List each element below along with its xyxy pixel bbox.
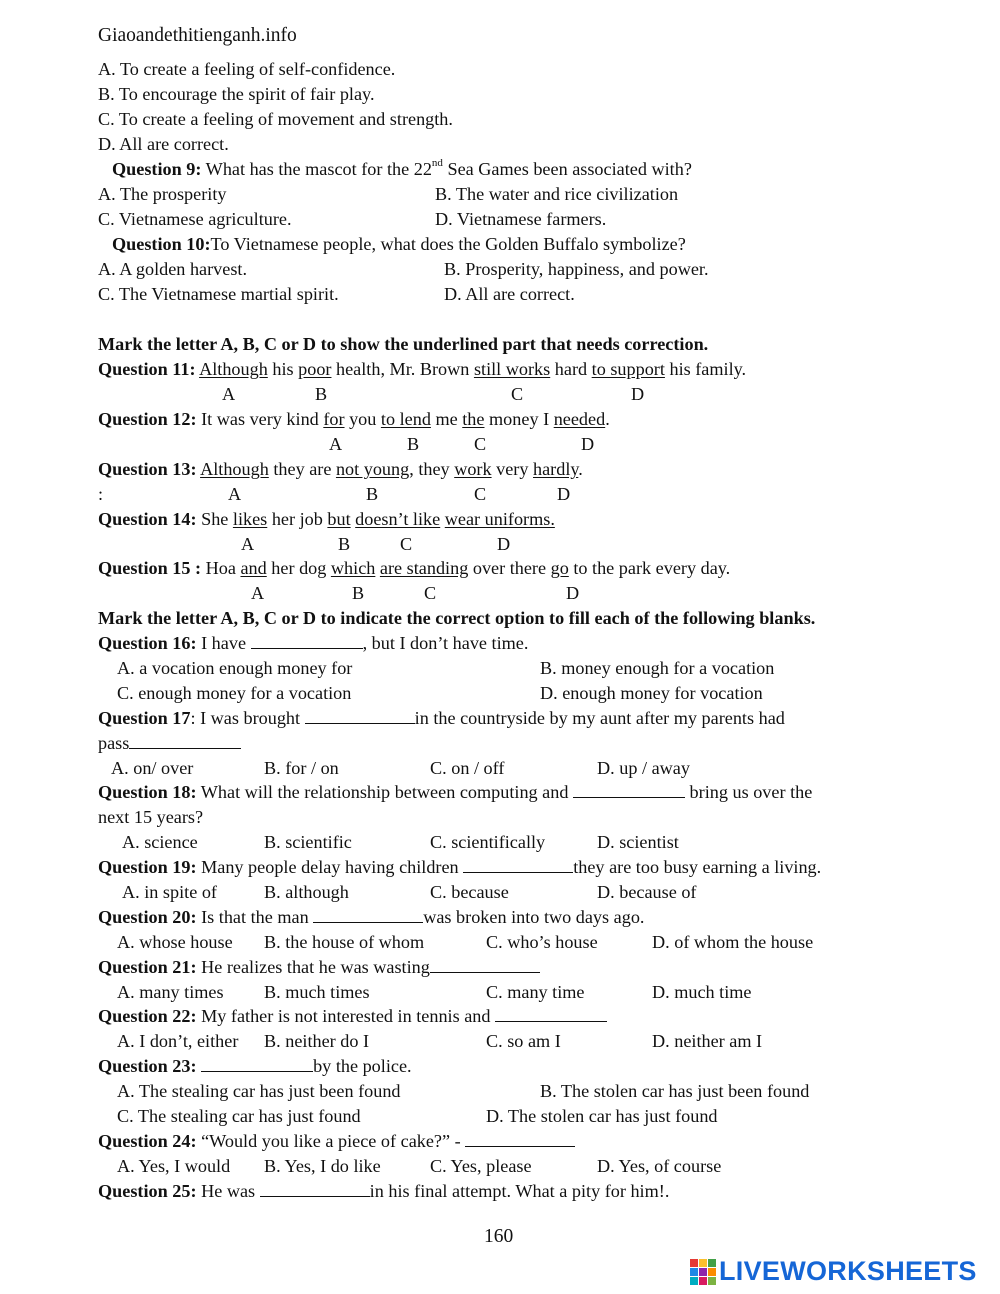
question-17-line2	[98, 734, 241, 752]
q9-option-d: D. Vietnamese farmers.	[435, 209, 607, 229]
text-segment: his	[267, 359, 299, 379]
q18-option-b: B. scientific	[264, 832, 352, 852]
q9-option-b: B. The water and rice civilization	[435, 184, 679, 204]
q9-option-c: C. Vietnamese agriculture.	[98, 209, 292, 229]
q23-option-c: C. The stealing car has just found	[117, 1106, 361, 1126]
q17-option-a: A. on/ over	[111, 758, 194, 778]
q22-option-c: C. so am I	[486, 1031, 561, 1051]
superscript: nd	[431, 157, 443, 169]
underlined-part-c: still works	[473, 359, 551, 379]
text-segment: very	[491, 459, 533, 479]
q20-option-a: A. whose house	[117, 932, 233, 952]
q19-option-a: A. in spite of	[122, 882, 217, 902]
question-14	[98, 510, 555, 528]
q20-option-d: D. of whom the house	[652, 932, 814, 952]
q19-option-b: B. although	[264, 882, 349, 902]
logo-square	[690, 1277, 698, 1285]
letter-c: C	[474, 484, 487, 504]
q24-option-a: A. Yes, I would	[117, 1156, 231, 1176]
question-text: by the police.	[313, 1056, 412, 1076]
text-segment: over there	[468, 558, 551, 578]
underlined-part-c: the	[462, 409, 485, 429]
question-13	[98, 460, 583, 478]
question-text: To Vietnamese people, what does the Golden Buffalo symbolize?	[210, 234, 686, 254]
q23-option-b: B. The stolen car has just been found	[540, 1081, 810, 1101]
underlined-part-b: poor	[298, 359, 332, 379]
answer-blank[interactable]	[463, 870, 573, 873]
question-text: He realizes that he was wasting	[196, 957, 430, 977]
q18-option-d: D. scientist	[597, 832, 679, 852]
q17-option-c: C. on / off	[430, 758, 505, 778]
q23-option-d: D. The stolen car has just found	[486, 1106, 718, 1126]
question-label: Question 21:	[98, 957, 197, 977]
letter-b: B	[315, 384, 328, 404]
underlined-part-b: but	[327, 509, 351, 529]
q21-option-a: A. many times	[117, 982, 224, 1002]
question-label: Question 13:	[98, 459, 197, 479]
question-label: Question 24:	[98, 1131, 197, 1151]
q8-option-c: C. To create a feeling of movement and strength.	[98, 109, 453, 129]
letter-a: A	[241, 534, 255, 554]
underlined-part-b: not young	[335, 459, 410, 479]
underlined-part-a: and	[240, 558, 267, 578]
q24-option-d: D. Yes, of course	[597, 1156, 722, 1176]
q9-option-a: A. The prosperity	[98, 184, 227, 204]
question-24	[98, 1132, 575, 1150]
letter-d: D	[497, 534, 511, 554]
underlined-part-c: are standing	[379, 558, 469, 578]
q18-option-a: A. science	[122, 832, 198, 852]
question-text: in the countryside by my aunt after my parents had	[414, 708, 785, 728]
question-label: Question 22:	[98, 1006, 197, 1026]
q22-option-d: D. neither am I	[652, 1031, 763, 1051]
q21-option-b: B. much times	[264, 982, 370, 1002]
q16-option-c: C. enough money for a vocation	[117, 683, 352, 703]
underlined-part-d: to support	[591, 359, 665, 379]
letter-b: B	[338, 534, 351, 554]
q24-option-c: C. Yes, please	[430, 1156, 532, 1176]
logo-square	[690, 1259, 698, 1267]
question-text: pass	[98, 733, 130, 753]
text-segment: her dog	[266, 558, 331, 578]
question-text: My father is not interested in tennis and	[196, 1006, 496, 1026]
q8-option-b: B. To encourage the spirit of fair play.	[98, 84, 375, 104]
q10-option-d: D. All are correct.	[444, 284, 575, 304]
q17-option-b: B. for / on	[264, 758, 339, 778]
question-25	[98, 1182, 669, 1200]
answer-blank[interactable]	[201, 1069, 313, 1072]
question-label: Question 23:	[98, 1056, 197, 1076]
question-label: Question 17	[98, 708, 191, 728]
underlined-part-d: needed	[553, 409, 606, 429]
text-segment: you	[344, 409, 381, 429]
q10-option-a: A. A golden harvest.	[98, 259, 248, 279]
q20-option-b: B. the house of whom	[264, 932, 425, 952]
underlined-part-d: wear uniforms.	[444, 509, 555, 529]
logo-square	[708, 1259, 716, 1267]
text-segment: money I	[484, 409, 554, 429]
answer-blank[interactable]	[495, 1019, 607, 1022]
text-segment: Hoa	[201, 558, 241, 578]
answer-blank[interactable]	[260, 1194, 370, 1197]
letter-d: D	[581, 434, 595, 454]
section-instruction-fill: Mark the letter A, B, C or D to indicate the correct option to fill each of the following blanks.	[98, 608, 816, 628]
question-15	[98, 559, 730, 577]
underlined-part-d: hardly	[533, 459, 579, 479]
q16-option-a: A. a vocation enough money for	[117, 658, 353, 678]
letter-a: A	[228, 484, 242, 504]
underlined-part-c: work	[454, 459, 492, 479]
text-segment: they are	[268, 459, 336, 479]
question-12	[98, 410, 610, 428]
question-label: Question 16:	[98, 633, 197, 653]
text-segment: me	[430, 409, 463, 429]
underlined-part-a: for	[323, 409, 345, 429]
question-text: bring us over the	[685, 782, 813, 802]
text-segment: It was very kind	[196, 409, 324, 429]
text-segment: his family.	[664, 359, 747, 379]
logo-square	[690, 1268, 698, 1276]
section-instruction-correction: Mark the letter A, B, C or D to show the underlined part that needs correction.	[98, 334, 709, 354]
question-19	[98, 858, 821, 876]
question-text: “Would you like a piece of cake?” -	[196, 1131, 466, 1151]
letter-a: A	[222, 384, 236, 404]
q23-option-a: A. The stealing car has just been found	[117, 1081, 401, 1101]
q10-option-b: B. Prosperity, happiness, and power.	[444, 259, 709, 279]
question-label: Question 9:	[112, 159, 202, 179]
question-label: Question 20:	[98, 907, 197, 927]
text-segment: her job	[267, 509, 328, 529]
site-header: Giaoandethitienganh.info	[98, 25, 297, 46]
text-segment: to the park every day.	[568, 558, 731, 578]
letter-b: B	[407, 434, 420, 454]
q8-option-d: D. All are correct.	[98, 134, 229, 154]
question-text: He was	[196, 1181, 260, 1201]
letter-a: A	[329, 434, 343, 454]
question-text: Many people delay having children	[196, 857, 464, 877]
question-label: Question 14:	[98, 509, 197, 529]
question-9	[112, 157, 692, 179]
text-segment: , they	[409, 459, 455, 479]
q16-option-d: D. enough money for vocation	[540, 683, 763, 703]
answer-blank[interactable]	[129, 746, 241, 749]
underlined-part-c: doesn’t like	[355, 509, 441, 529]
question-label: Question 15 :	[98, 558, 202, 578]
question-16	[98, 634, 528, 652]
question-label: Question 12:	[98, 409, 197, 429]
question-text: What has the mascot for the 22	[201, 159, 432, 179]
letter-b: B	[352, 583, 365, 603]
question-text: Sea Games been associated with?	[442, 159, 692, 179]
q8-option-a: A. To create a feeling of self-confidence.	[98, 59, 396, 79]
answer-blank[interactable]	[430, 970, 540, 973]
underlined-part-a: Although	[199, 359, 268, 379]
q16-option-b: B. money enough for a vocation	[540, 658, 775, 678]
question-text: was broken into two days ago.	[423, 907, 645, 927]
q19-option-d: D. because of	[597, 882, 697, 902]
letter-c: C	[400, 534, 413, 554]
letter-a: A	[251, 583, 265, 603]
question-text: , but I don’t have time.	[362, 633, 529, 653]
text-segment: health, Mr. Brown	[331, 359, 474, 379]
underlined-part-b: to lend	[380, 409, 431, 429]
logo-square	[708, 1268, 716, 1276]
letter-d: D	[566, 583, 580, 603]
colon-mark: :	[98, 484, 104, 504]
q19-option-c: C. because	[430, 882, 509, 902]
answer-blank[interactable]	[465, 1144, 575, 1147]
answer-blank[interactable]	[251, 646, 363, 649]
question-text: I have	[196, 633, 251, 653]
logo-icon	[690, 1259, 716, 1285]
question-17	[98, 709, 785, 727]
logo-square	[699, 1259, 707, 1267]
letter-d: D	[631, 384, 645, 404]
letter-c: C	[474, 434, 487, 454]
question-20	[98, 908, 644, 926]
text-segment: .	[605, 409, 610, 429]
question-label: Question 19:	[98, 857, 197, 877]
page-number: 160	[484, 1226, 514, 1247]
question-label: Question 11:	[98, 359, 196, 379]
question-text: : I was brought	[190, 708, 305, 728]
question-text: What will the relationship between computing and	[196, 782, 573, 802]
text-segment: .	[578, 459, 583, 479]
q20-option-c: C. who’s house	[486, 932, 598, 952]
underlined-part-b: which	[330, 558, 376, 578]
text-segment: She	[196, 509, 233, 529]
answer-blank[interactable]	[573, 795, 685, 798]
q24-option-b: B. Yes, I do like	[264, 1156, 381, 1176]
q22-option-b: B. neither do I	[264, 1031, 370, 1051]
letter-c: C	[424, 583, 437, 603]
question-label: Question 10:	[112, 234, 211, 254]
letter-b: B	[366, 484, 379, 504]
q10-option-c: C. The Vietnamese martial spirit.	[98, 284, 339, 304]
question-11	[98, 360, 746, 378]
question-23	[98, 1057, 412, 1075]
question-label: Question 25:	[98, 1181, 197, 1201]
question-text: they are too busy earning a living.	[573, 857, 822, 877]
logo-square	[699, 1268, 707, 1276]
q18-option-c: C. scientifically	[430, 832, 546, 852]
q21-option-c: C. many time	[486, 982, 585, 1002]
question-text: Is that the man	[196, 907, 314, 927]
answer-blank[interactable]	[313, 920, 423, 923]
underlined-part-d: go	[550, 558, 569, 578]
question-text: in his final attempt. What a pity for him!.	[369, 1181, 670, 1201]
liveworksheets-logo	[690, 1256, 977, 1287]
q22-option-a: A. I don’t, either	[117, 1031, 239, 1051]
logo-square	[708, 1277, 716, 1285]
question-18-line2: next 15 years?	[98, 807, 204, 827]
question-22	[98, 1007, 607, 1025]
letter-c: C	[511, 384, 524, 404]
q17-option-d: D. up / away	[597, 758, 690, 778]
logo-square	[699, 1277, 707, 1285]
question-18	[98, 783, 812, 801]
underlined-part-a: likes	[232, 509, 268, 529]
logo-text: LIVEWORKSHEETS	[719, 1256, 977, 1286]
q21-option-d: D. much time	[652, 982, 752, 1002]
letter-d: D	[557, 484, 571, 504]
question-label: Question 18:	[98, 782, 197, 802]
answer-blank[interactable]	[305, 721, 415, 724]
question-21	[98, 958, 540, 976]
underlined-part-a: Although	[200, 459, 269, 479]
text-segment: hard	[550, 359, 592, 379]
question-10	[112, 235, 686, 253]
